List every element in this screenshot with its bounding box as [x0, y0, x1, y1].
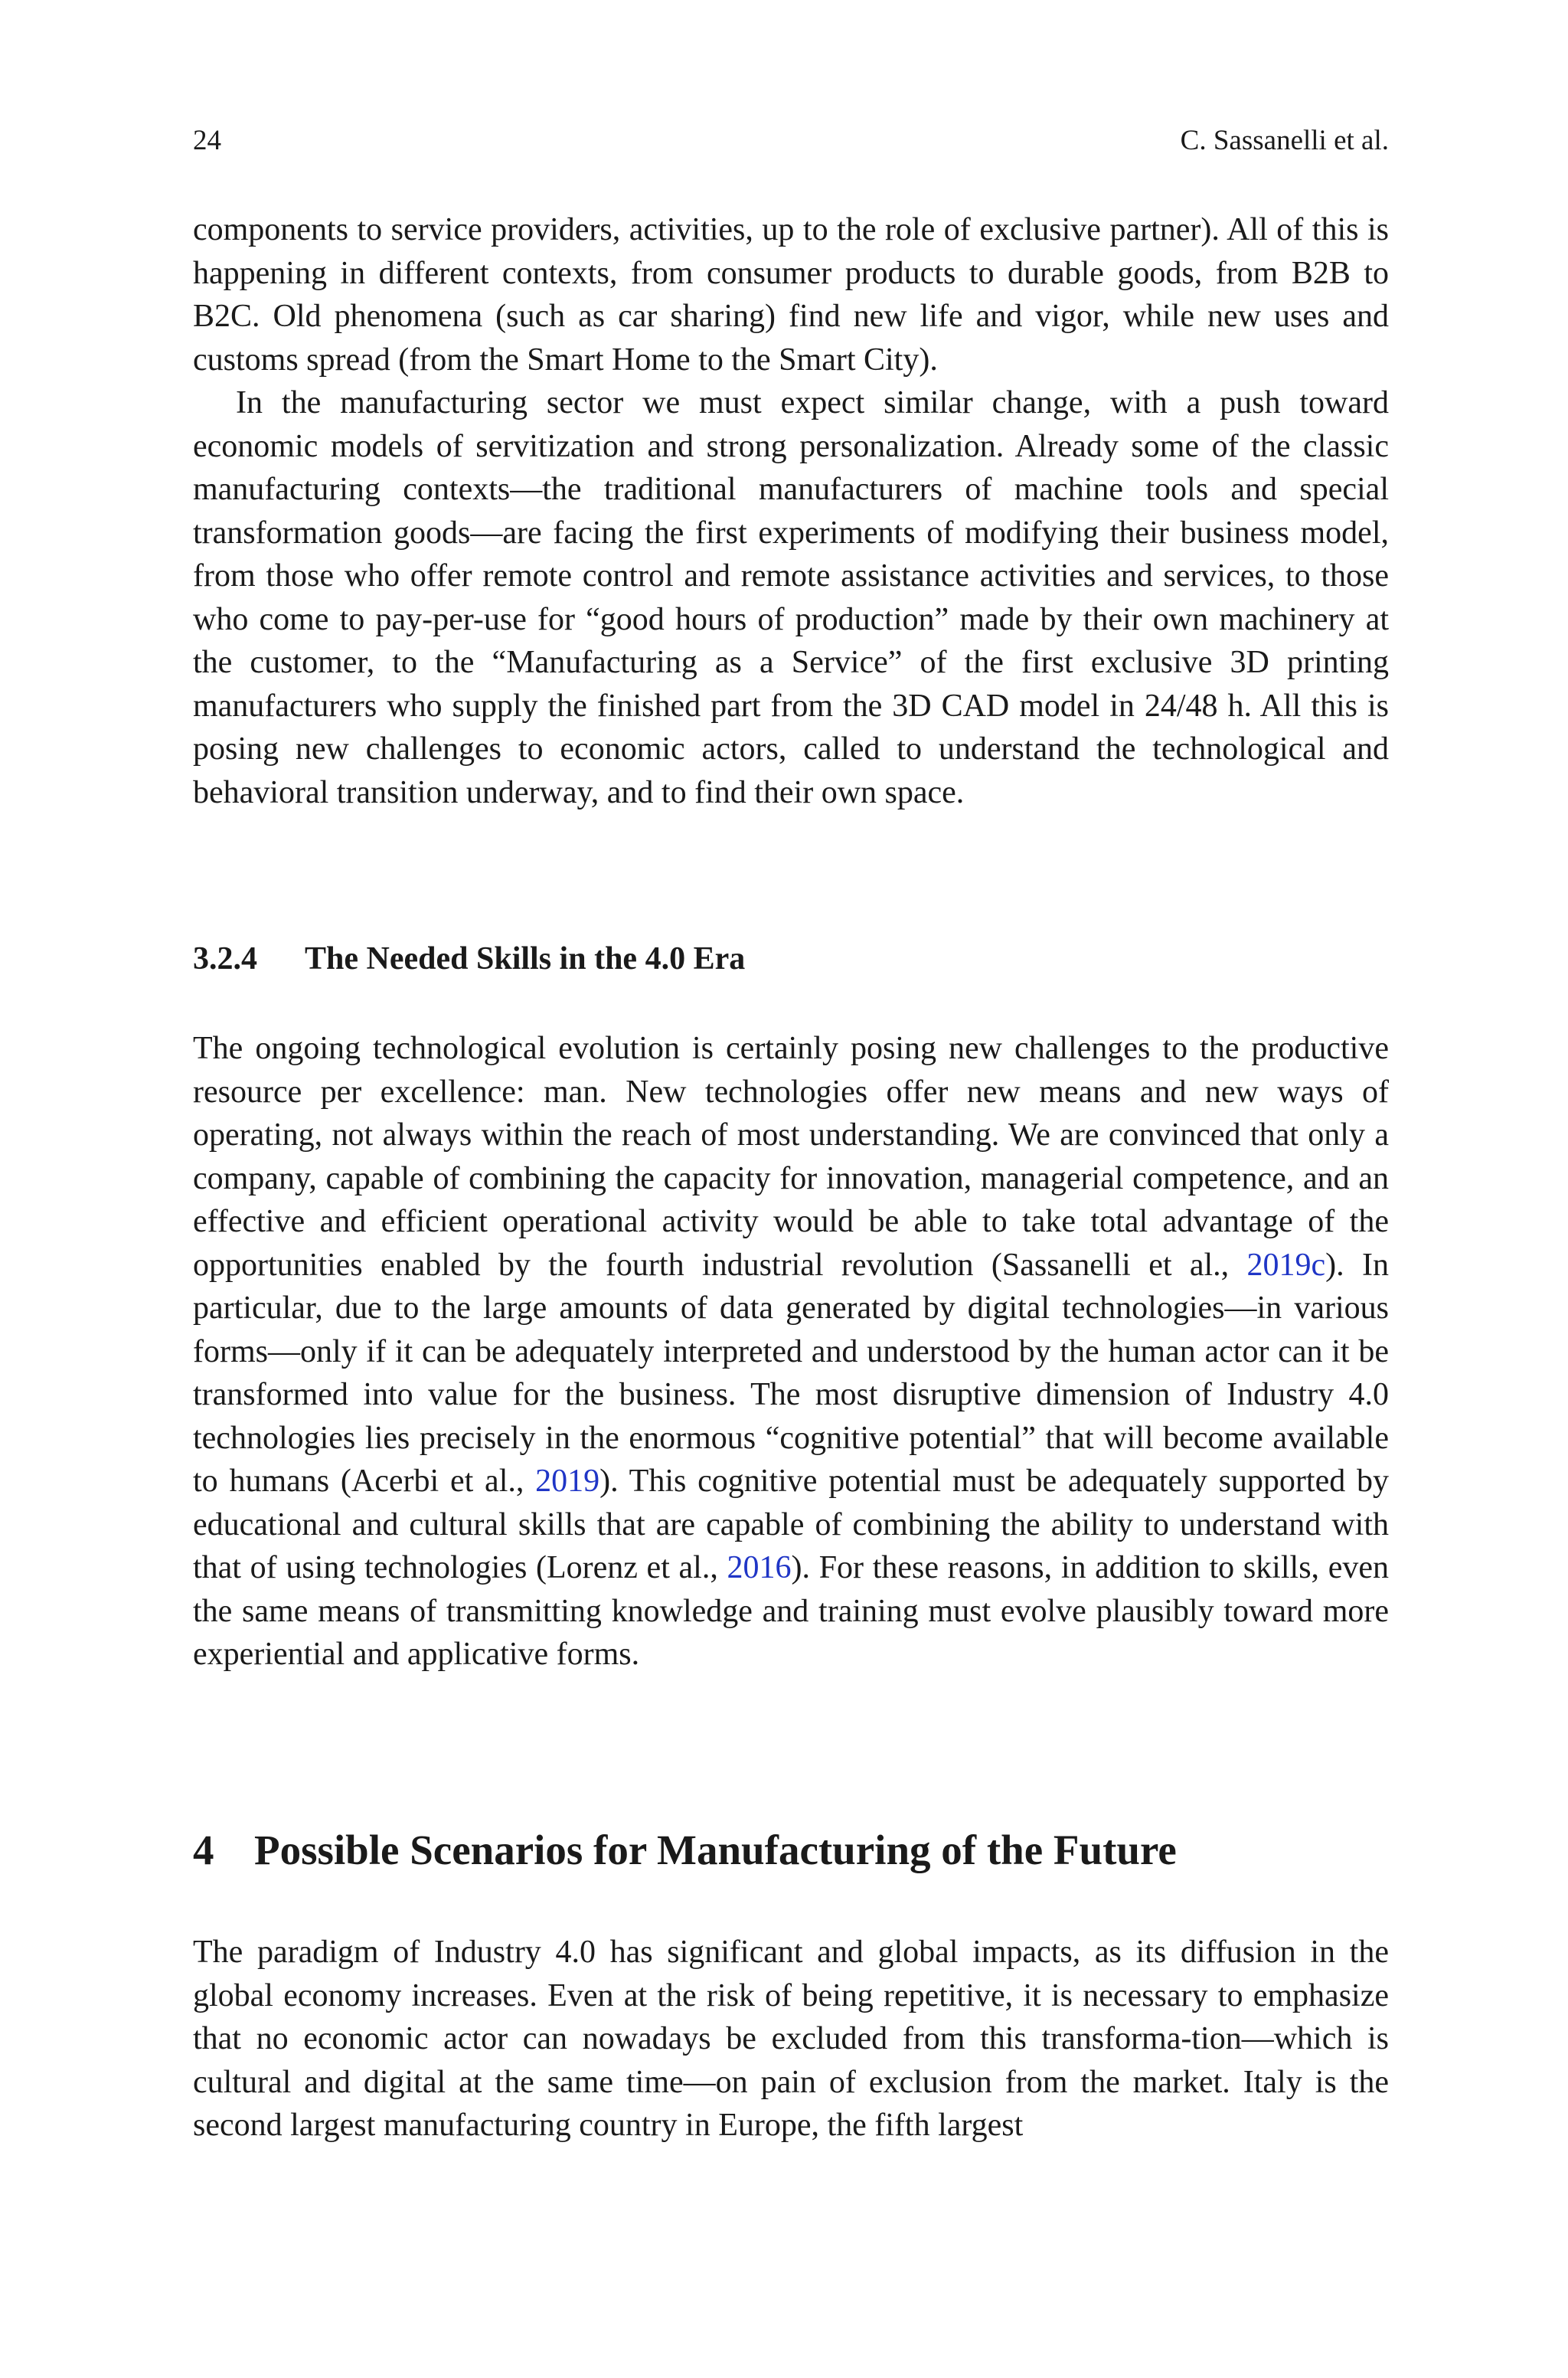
intro-text [193, 208, 1389, 814]
section-number: 4 [193, 1827, 214, 1873]
text-run: ). This cognitive potential must be adequately supported by educational and cultural skills that are capable of combining the ability to understand with that of using technologies (Lorenz et al., [193, 1464, 1389, 1585]
subsection-heading [193, 937, 745, 980]
text-run: The ongoing technological evolution is certainly posing new challenges to the productive resource per excellence: man. New technologies offer new means and new ways of operating, not always within the reach of most understanding. We are convinced that only a company, capable of combining the capacity for innovation, managerial competence, and an effective and efficient operational activity would be able to take total advantage of the opportunities enabled by the fourth industrial revolution (Sassanelli et al., [193, 1031, 1389, 1283]
paragraph-skills [193, 1027, 1389, 1676]
citation-link-sassanelli[interactable]: 2019c [1246, 1247, 1326, 1283]
text-run: ). For these reasons, in addition to skills, even the same means of transmitting knowledge and training must evolve plausibly toward more experiential and applicative forms. [193, 1550, 1389, 1672]
skills-text [193, 1027, 1389, 1676]
paragraph-manufacturing-sector: In the manufacturing sector we must expect similar change, with a push toward economic models of servitization and strong personalization. Already some of the classic manufacturing contexts—the traditional manufacturers of machine tools and special transformation goods—are facing the first experiments of modifying their business model, from those who offer remote control and remote assistance activities and services, to those who come to pay-per-use for “good hours of production” made by their own machinery at the customer, to the “Manufacturing as a Service” of the first exclusive 3D printing manufacturers who supply the finished part from the 3D CAD model in 24/48 h. All this is posing new challenges to economic actors, called to understand the technological and behavioral transition underway, and to find their own space. [193, 385, 1389, 810]
paragraph-continuation: components to service providers, activities, up to the role of exclusive partner). All of this is happening in different contexts, from consumer products to durable goods, from B2B to B2C. Old phenomena (such as car sharing) find new life and vigor, while new uses and customs spread (from the Smart Home to the Smart City). [193, 212, 1389, 378]
running-head-authors: C. Sassanelli et al. [1180, 125, 1389, 156]
section-title: Possible Scenarios for Manufacturing of the Future [254, 1827, 1177, 1873]
section-heading [193, 1824, 1177, 1876]
citation-link-acerbi[interactable]: 2019 [535, 1464, 600, 1499]
citation-link-lorenz[interactable]: 2016 [727, 1550, 792, 1585]
paragraph-paradigm: The paradigm of Industry 4.0 has significant and global impacts, as its diffusion in the global economy increases. Even at the risk of being repetitive, it is necessary to emphasize that no economic actor can nowadays be excluded from this transforma-tion—which is cultural and digital at the same time—on pain of exclusion from the market. Italy is the second largest manufacturing country in Europe, the fifth largest [193, 1935, 1389, 2143]
page-number: 24 [193, 125, 221, 156]
running-head [193, 124, 1389, 158]
text-run: ). In particular, due to the large amounts of data generated by digital technologies—in various forms—only if it can be adequately interpreted and understood by the human actor can it be transformed into value for the business. The most disruptive dimension of Industry 4.0 technologies lies precisely in the enormous “cognitive potential” that will become available to humans (Acerbi et al., [193, 1247, 1389, 1499]
scenarios-text [193, 1931, 1389, 2147]
subsection-number: 3.2.4 [193, 941, 257, 976]
subsection-title: The Needed Skills in the 4.0 Era [305, 941, 746, 976]
